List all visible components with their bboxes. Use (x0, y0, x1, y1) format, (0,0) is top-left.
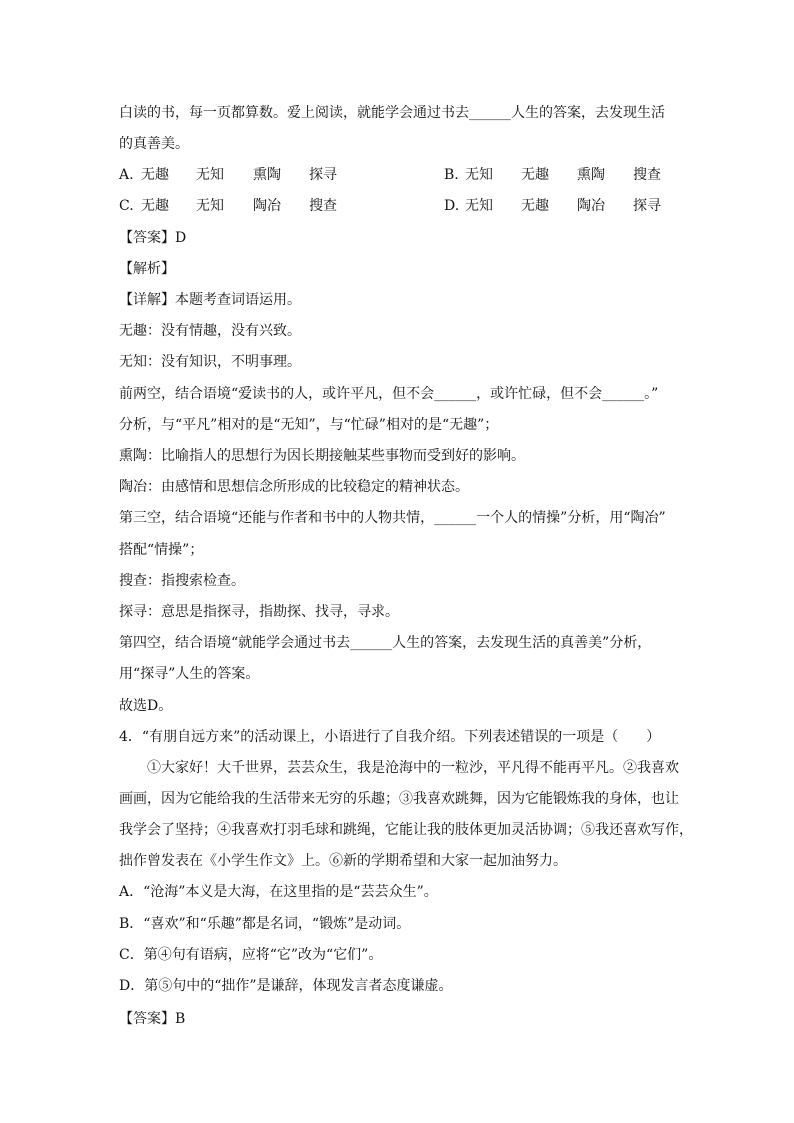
q3-option-c-word: 搜查 (309, 198, 337, 214)
intro-line-2: 的真善美。 (119, 136, 189, 152)
q4-option-c: C．第④句有语病，应将“它”改为“它们”。 (119, 947, 383, 963)
q3-explanation-line: 熏陶：比喻指人的思想行为因长期接触某些事物而受到好的影响。 (119, 448, 525, 464)
q3-explanation-line: 搜查：指搜索检查。 (119, 573, 245, 589)
q3-option-c-word: 无知 (196, 198, 224, 214)
q3-explanation-line: 用“探寻”人生的答案。 (119, 666, 260, 682)
q3-explanation-line: 无趣：没有情趣，没有兴致。 (119, 323, 301, 339)
q3-option-d-word: 探寻 (633, 198, 661, 214)
q3-explanation-line: 第三空，结合语境“还能与作者和书中的人物共情，______一个人的情操”分析，用“陶冶” (119, 510, 666, 526)
q3-analysis-heading: 【解析】 (119, 261, 175, 277)
q3-option-a-label: A. (119, 167, 134, 183)
q4-stem: 4．“有朋自远方来”的活动课上，小语进行了自我介绍。下列表述错误的一项是（ ） (119, 729, 661, 745)
q3-explanation-line: 【详解】本题考查词语运用。 (119, 292, 301, 308)
q3-explanation-line: 无知：没有知识，不明事理。 (119, 354, 301, 370)
q4-passage-line: 画画，因为它能给我的生活带来无穷的乐趣；③我喜欢跳舞，因为它能锻炼我的身体，也让 (119, 791, 679, 807)
q3-option-c-word: 陶冶 (253, 198, 281, 214)
q4-passage-line: 我学会了坚持；④我喜欢打羽毛球和跳绳，它能让我的肢体更加灵活协调；⑤我还喜欢写作， (119, 822, 693, 838)
q3-option-b-label: B. (444, 167, 459, 183)
q3-explanation-line: 第四空，结合语境“就能学会通过书去______人生的答案，去发现生活的真善美”分析， (119, 635, 652, 651)
q3-option-a-word: 无知 (196, 167, 224, 183)
q3-explanation-line: 搭配“情操”； (119, 542, 204, 558)
q3-answer: 【答案】D (119, 230, 187, 246)
q3-option-d-label: D. (444, 198, 460, 214)
q3-option-a-word: 探寻 (309, 167, 337, 183)
q4-answer: 【答案】B (119, 1011, 186, 1027)
q3-explanation-line: 故选D。 (119, 698, 173, 714)
q4-option-b: B．“喜欢”和“乐趣”都是名词，“锻炼”是动词。 (119, 916, 411, 932)
q3-option-b-word: 无趣 (521, 167, 549, 183)
q4-option-a: A．“沧海”本义是大海，在这里指的是“芸芸众生”。 (119, 884, 438, 900)
q3-option-a-word: 熏陶 (253, 167, 281, 183)
q3-option-c-label: C. (119, 198, 134, 214)
q3-options-row-2 (119, 196, 679, 216)
q3-option-d-word: 无趣 (521, 198, 549, 214)
q3-explanation-line: 分析，与“平凡”相对的是“无知”，与“忙碌”相对的是“无趣”； (119, 417, 499, 433)
q3-option-c-word: 无趣 (141, 198, 169, 214)
intro-line-1: 白读的书，每一页都算数。爱上阅读，就能学会通过书去______人生的答案，去发现生活 (119, 105, 665, 121)
q3-option-b-word: 搜查 (633, 167, 661, 183)
q3-option-a-word: 无趣 (141, 167, 169, 183)
q3-options-row-1 (119, 165, 679, 185)
q3-option-d-word: 陶冶 (577, 198, 605, 214)
q4-passage-line: ①大家好！大千世界，芸芸众生，我是沧海中的一粒沙，平凡得不能再平凡。②我喜欢 (147, 760, 679, 776)
q3-explanation-line: 前两空，结合语境“爱读书的人，或许平凡，但不会______，或许忙碌，但不会______。” (119, 386, 659, 402)
q3-explanation-line: 陶冶：由感情和思想信念所形成的比较稳定的精神状态。 (119, 479, 469, 495)
q3-explanation-line: 探寻：意思是指探寻，指勘探、找寻，寻求。 (119, 604, 399, 620)
q4-passage-line: 拙作曾发表在《小学生作文》上。⑥新的学期希望和大家一起加油努力。 (119, 853, 567, 869)
q3-option-d-word: 无知 (465, 198, 493, 214)
q3-option-b-word: 无知 (465, 167, 493, 183)
q3-option-b-word: 熏陶 (577, 167, 605, 183)
q4-option-d: D．第⑤句中的“拙作”是谦辞，体现发言者态度谦虚。 (119, 978, 453, 994)
